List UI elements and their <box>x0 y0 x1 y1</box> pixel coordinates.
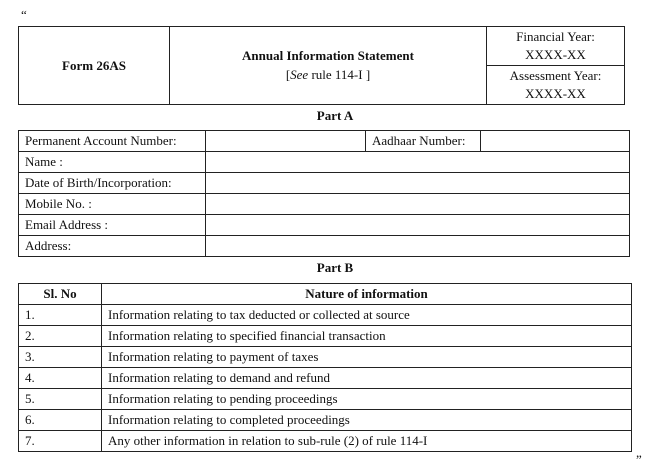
closing-quote: ” <box>636 452 642 467</box>
dob-label: Date of Birth/Incorporation: <box>19 173 206 194</box>
part-b-table <box>18 283 632 452</box>
name-label: Name : <box>19 152 206 173</box>
dob-value-field[interactable] <box>206 173 630 194</box>
aadhaar-label: Aadhaar Number: <box>366 131 481 152</box>
table-row <box>19 410 632 431</box>
financial-year-label: Financial Year: <box>516 29 595 45</box>
part-a-table <box>18 130 630 257</box>
financial-year-cell <box>487 27 625 66</box>
sl-no-cell: 1. <box>19 305 102 326</box>
aadhaar-value-field[interactable] <box>481 131 630 152</box>
nature-header: Nature of information <box>102 284 632 305</box>
info-cell: Information relating to tax deducted or collected at source <box>102 305 632 326</box>
opening-quote: “ <box>21 7 27 22</box>
table-row <box>19 368 632 389</box>
mobile-label: Mobile No. : <box>19 194 206 215</box>
part-b-header-row <box>19 284 632 305</box>
info-cell: Information relating to payment of taxes <box>102 347 632 368</box>
form-header-table <box>18 26 625 105</box>
statement-title-cell <box>170 27 487 105</box>
sl-no-header: Sl. No <box>19 284 102 305</box>
sl-no-cell: 7. <box>19 431 102 452</box>
statement-title: Annual Information Statement <box>242 47 414 63</box>
table-row <box>19 305 632 326</box>
table-row <box>19 194 630 215</box>
part-b-title: Part B <box>316 260 354 275</box>
table-row <box>19 347 632 368</box>
table-row <box>19 215 630 236</box>
info-cell: Information relating to completed proceedings <box>102 410 632 431</box>
email-label: Email Address : <box>19 215 206 236</box>
info-cell: Information relating to demand and refund <box>102 368 632 389</box>
pan-value-field[interactable] <box>206 131 366 152</box>
table-row <box>19 389 632 410</box>
pan-row <box>19 131 630 152</box>
email-value-field[interactable] <box>206 215 630 236</box>
assessment-year-label: Assessment Year: <box>509 68 602 84</box>
table-row <box>19 326 632 347</box>
form-name: Form 26AS <box>19 27 170 105</box>
name-value-field[interactable] <box>206 152 630 173</box>
rule-reference: [See rule 114-I ] <box>285 66 371 82</box>
part-a-title: Part A <box>316 108 354 123</box>
address-label: Address: <box>19 236 206 257</box>
sl-no-cell: 6. <box>19 410 102 431</box>
mobile-value-field[interactable] <box>206 194 630 215</box>
pan-label: Permanent Account Number: <box>19 131 206 152</box>
sl-no-cell: 5. <box>19 389 102 410</box>
sl-no-cell: 2. <box>19 326 102 347</box>
table-row <box>19 236 630 257</box>
table-row <box>19 173 630 194</box>
sl-no-cell: 3. <box>19 347 102 368</box>
info-cell: Any other information in relation to sub-rule (2) of rule 114-I <box>102 431 632 452</box>
financial-year-value: XXXX-XX <box>525 47 586 62</box>
table-row <box>19 152 630 173</box>
assessment-year-cell <box>487 66 625 105</box>
assessment-year-value: XXXX-XX <box>525 86 586 101</box>
rule-see-word: See <box>290 66 309 82</box>
info-cell: Information relating to pending proceedings <box>102 389 632 410</box>
table-row <box>19 431 632 452</box>
address-value-field[interactable] <box>206 236 630 257</box>
info-cell: Information relating to specified financial transaction <box>102 326 632 347</box>
sl-no-cell: 4. <box>19 368 102 389</box>
